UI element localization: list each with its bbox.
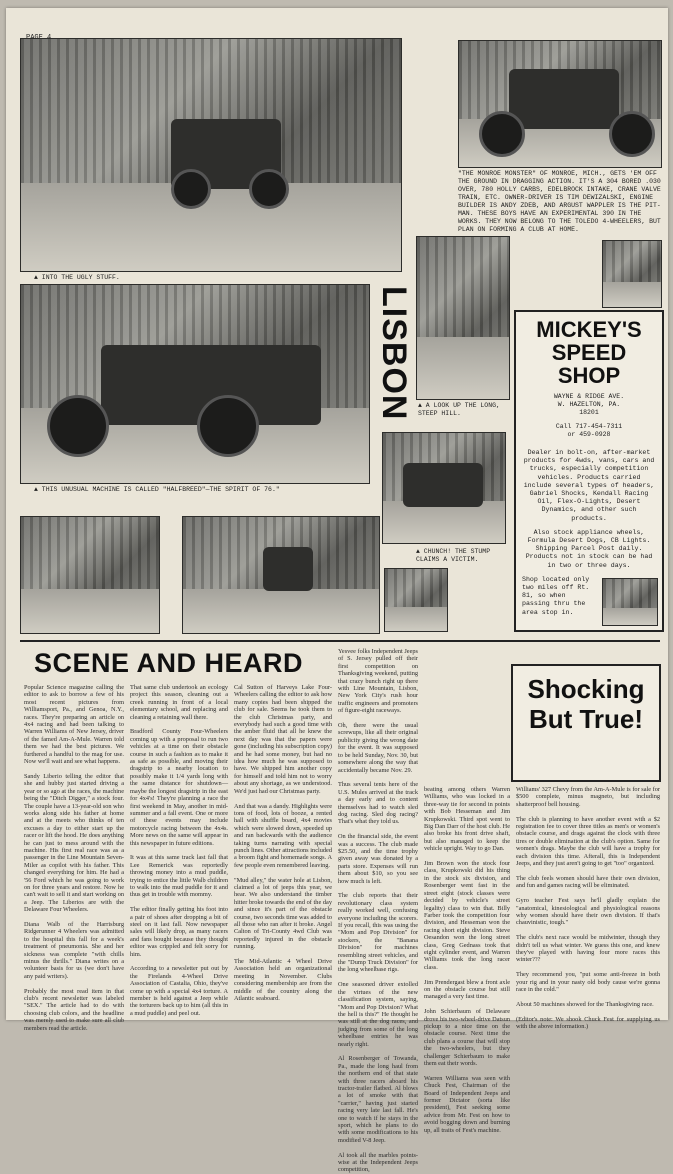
ad-body-3: Shop located only two miles off Rt. 81, so when passing thru the area stop in. — [522, 575, 590, 616]
ad-title-line2: SPEED — [551, 340, 627, 365]
newspaper-page — [6, 8, 668, 1174]
ad-photo — [602, 578, 658, 626]
photo-monroe-monster — [458, 40, 662, 168]
photo-strip-2 — [182, 516, 380, 634]
ad-address-1: WAYNE & RIDGE AVE. — [553, 393, 625, 400]
ad-phone-2: or 459-0928 — [567, 431, 611, 438]
caption-look-up: ▲ A LOOK UP THE LONG, STEEP HILL. — [418, 402, 500, 417]
ad-body: Dealer in bolt-on, after-market products for 4wds, vans, cars and trucks, especially competition vehicles. Products carried include several types of headers, Gabriel Shocks, Kendall Racing Oil, Flex-O-Lights, Desert Dynamics, and other such products. — [523, 449, 655, 522]
ad-address-3: 18201 — [579, 409, 599, 416]
caption-halfbreed: ▲ THIS UNUSUAL MACHINE IS CALLED "HALFBREED"—THE SPIRIT OF 76." — [34, 486, 280, 493]
caption-ugly-stuff: ▲ INTO THE UGLY STUFF. — [34, 274, 120, 281]
ad-phone-1: Call 717-454-7311 — [555, 423, 623, 430]
lisbon-title: LISBON — [375, 285, 413, 421]
column-3: Cal Sutton of Harveys Lake Four-Wheelers calling the editor to ask how many copies had been shipped the club for sale. Seems he took them to the club Christmas party, and everybody had such a good time with the amber fluid that all he knew the next day was that the papers were gone (including his subscription copy) and he had some money, but had no idea how much he was supposed to have. We shipped him another copy for himself and told him not to worry about any shortage, as we understood. We'd just had our Christmas party. And that was a dandy. Highlights were tons of food, lots of booze, a rented hall with shuffle board, 4x4 movies which were slowed down, speeded up and ran backwards with the audience taking turns narrating with special punch lines. Other attractions included a broom fight and homemade songs. A few people even remembered leaving. "Mud alley," the water hole at Lisbon, claimed a lot of jeeps this year, we hear. We also understand the timber hitter broke towards the end of the day and since it's part of the obstacle course, two seconds time was added to all those who ran after it broke. Angel Calton of Tri-County 4wd Club was reportedly injured in the obstacle running. The Mid-Atlantic 4 Wheel Drive Association held an organizational meeting in November. Clubs considering membership are from the middle of the country along the Atlantic seaboard. — [234, 684, 332, 1003]
ad-title-line1: MICKEY'S — [536, 317, 642, 342]
column-4: Yesvee folks Independent Jeeps of S. Jersey pulled off their first competition on Thanksgiving weekend, putting that crazy bunch right up there with Line Mountain, Lisbon, New York City's rush hour traffic engineers and promoters of figure-eight raceways. Oh, there were the usual screwups, like all their original publicity giving the wrong date for the event. It was supposed to be held Sunday, Nov. 30, but somewhere along the way that accidentally became Nov. 29. Thus several tents here of the U.S. Mules arrived at the track a day early and to content themselves had to watch sled dog racing. Sled dog racing? That's what they told us. On the financial side, the event was a success. The club made $25.50, and the time trophy given away was donated by a parts store. Expenses will run them about $10, so you see how much is left. The club reports that their revolutionary class system really worked well, confusing everyone including the scorers. If you recall, this was using the "Mom and Pop Division" for stockers, the "Banana Division" for machines resembling street vehicles, and the "Dump Truck Division" for the long wheelbase rigs. One seasoned driver extolled the virtues of the new classification system, saying, "Mom and Pop Division? What the hell is this?" He thought he was still at the dog races, and judging from some of the long wheelbase entries he was nearly right. Al Rosenberger of Towanda, Pa., made the long haul from the northern end of that state with three racers aboard his tractor-trailer flatbed. Al blows a lot of smoke with that "carrier," having just started racing very late last fall. He's one to watch if he stays in the sport, which he plans to do with some modifications to his modified V-8 Jeep. Al took all the marbles points-wise at the Independent Jeeps competition, — [338, 648, 418, 1174]
photo-ugly-stuff — [20, 38, 402, 272]
column-6: Williams' 327 Chevy from the Am-A-Mule is for sale for $500 complete, minus magneto, but including shatterproof bell housing. The club is planning to have another event with a $2 registration fee to cover three titles as men's or women's obstacle course, and drags against the clock with three tires or double elimination at the club's option. Same for women's drags. Maybe the club will have a trophy for each division this time. Afterall, this is Independent Jeeps, and they just aren't going to get "too" organized. The club feels women should have their own division, and fun and games racing will be eliminated. Gyro teacher Fest says he'll gladly explain the "anatomical, kinesiological and physiological reasons why women should have their own division. If that's chauvinistic, tough." The club's next race would be midwinter, though they didn't tell us what winter. We guess this one, and knew they've played with having four more races this winter??? They recommend you, "put some anti-freeze in both your rig and in your nasty old body cause we're gonna race in the cold." About 50 machines showed for the Thanksgiving race. (Editor's note: We shook Chuck Fest for supplying us with the above information.) — [516, 786, 660, 1030]
photo-steep-hill — [416, 236, 510, 400]
photo-hillside — [602, 240, 662, 308]
column-5: beating among others Warren Williams, who was locked in a three-way tie for second in points with Bob Hesseman and Jim Krupkowski. Third spot went to Big Dan Darr of the host club. He also broke his front drive shaft, but also managed to keep the vehicle upright. Way to go Dan. Jim Brown won the stock four class, Krupkowski did his thing in the stock six division, and Rosenberger went fast in the street eight (stock classes were decided by vehicle's street legality) class to win that. Billy Farber took the competition four division, and Hesseman won the racing short eight division. Steve Oesandon won the long street class, Greg Gednass took that eight cylinder event, and Warren Williams took the long racer class. Jim Prendergast blew a front axle on the obstacle course but still managed a very fast time. John Schierbaum of Delaware drove his two-wheel-drive Datsun pickup to a nice time on the obstacle course. Next time the club plans a course that will stop the two-wheelers, but they challenger Schierbaum to make them eat their words. Warren Williams was seen with Chuck Fest, Chairman of the Board of Independent Jeeps and former Dictator (sorta like president), Fest seeking some advice from Mr. Fest on how to avoid bogging down and burning up, all traits of Fest's machine. — [424, 786, 510, 1134]
column-1: Popular Science magazine calling the editor to ask to borrow a few of his most recent pictures from Williamsport, Pa., and Genoa, N.Y., races. They're preparing an article on 4x4 racing and had been talking to Warren Williams of New Jersey, driver of the famed Am-A-Mule. Warren told them we had the best pictures. We furthered a handful to the mag for use. Now we'll wait and see what happens. Sandy Liberio telling the editor that she and hubby just started driving a year or so ago at the races, the machine being the "Ditch Digger," a stock four. The couple have a 13-year-old son who works along side his father at home and at the meets who thinks of ten excuses a day to either start up the racer or lift the hood. He does anything he can just to mess around with the machine. His first real race was as a passenger in the Line Mountain Seven-Miler as copilot with his father. This changed everything for him. He had a '56 Ford which he was going to work on for three years and restore. Now he can't wait to sell it and start working on a Jeep. The Liberios are with the Delaware Four Wheelers. Diana Walb of the Harrisburg Ridgerunner 4 Wheelers was admitted to the hospital this fall for a week's treatment of pneumonia. She and her sickness was complete "with chills minus the thrills." Diana writes on a volunteer basis for us (we don't have any paid writers). Probably the most read item in that club's recent newsletter was labeled "SEX." The article had to do with choosing club colors, and the headline was merely used to make sure all club members read the article. — [24, 684, 124, 1032]
mickeys-speed-shop-ad — [514, 310, 664, 632]
photo-halfbreed — [20, 284, 370, 484]
ad-title-line3: SHOP — [557, 363, 621, 388]
ad-address-2: W. HAZELTON, PA. — [557, 401, 621, 408]
photo-stump — [382, 432, 506, 544]
photo-strip-1 — [20, 516, 160, 634]
caption-chunch: ▲ CHUNCH! THE STUMP CLAIMS A VICTIM. — [416, 548, 491, 563]
scene-and-heard-headline: SCENE AND HEARD — [34, 648, 304, 678]
photo-strip-3 — [384, 568, 448, 632]
caption-monroe-monster: "THE MONROE MONSTER" OF MONROE, MICH., GETS 'EM OFF THE GROUND IN DRAGGING ACTION. IT'S A 304 BORED .030 OVER, 780 HOLLY CARBS, EDELBROCK INTAKE, CRANE VALVE TRAIN, ETC. OWNER-DRIVER IS TIM DEWIZALSKI, ENGINE BUILDER IS ANDY ZDEB, AND ARGUST WAPPLER IS THE PIT-MAN. THESE BOYS HAVE AN EXPERIMENTAL 390 IN THE WORKS. THEY NOW BELONG TO THE TOLEDO 4-WHEELERS, BUT PLAN ON FORMING A CLUB AT HOME. — [458, 170, 661, 233]
ad-body-2: Also stock appliance wheels, Formula Desert Dogs, CB Lights. Shipping Parcel Post daily. Products not in stock can be had in two or three days. — [525, 528, 653, 569]
column-2: That same club undertook an ecology project this season, cleaning out a creek running in front of a local elementary school, and replacing and cleaning a retaining wall there. Bradford County Four-Wheelers coming up with a proposal to run two vehicles at a time on their obstacle course in such a fashion as to make it as safe as possible, and moving their dragstrip to a nearby location to possibly make it 1/4 yards long with the same distance for shutdown—maybe the longest dragstrip in the east for 4x4's! They're planning a race the first weekend in May, another in mid-summer and a fall event. One or more of these events may include motorcycle racing between the 4x4s. More news on the same will appear in this newspaper in future editions. It was at this same track last fall that Lee Remerick was reportedly throwing money into a mud puddle, trying to entice the little Walb children to walk into the mud puddle for it and thus get in trouble with mommy. The editor finally getting his foot into a pair of shoes after dropping a bit of steel on it last fall. Now newspaper sales will likely drop, as many racers and fans bought because they thought editor was crippled and felt sorry for him. According to a newsletter put out by the Firelands 4-Wheel Drive Association of Castalia, Ohio, they've come up with a special 4x4 torture. A member is held against a Jeep while the torturers back up to him (all this in a mud puddle) and peel out. — [130, 684, 228, 1017]
divider-rule — [20, 640, 660, 642]
shocking-headline: Shocking But True! — [511, 664, 661, 782]
